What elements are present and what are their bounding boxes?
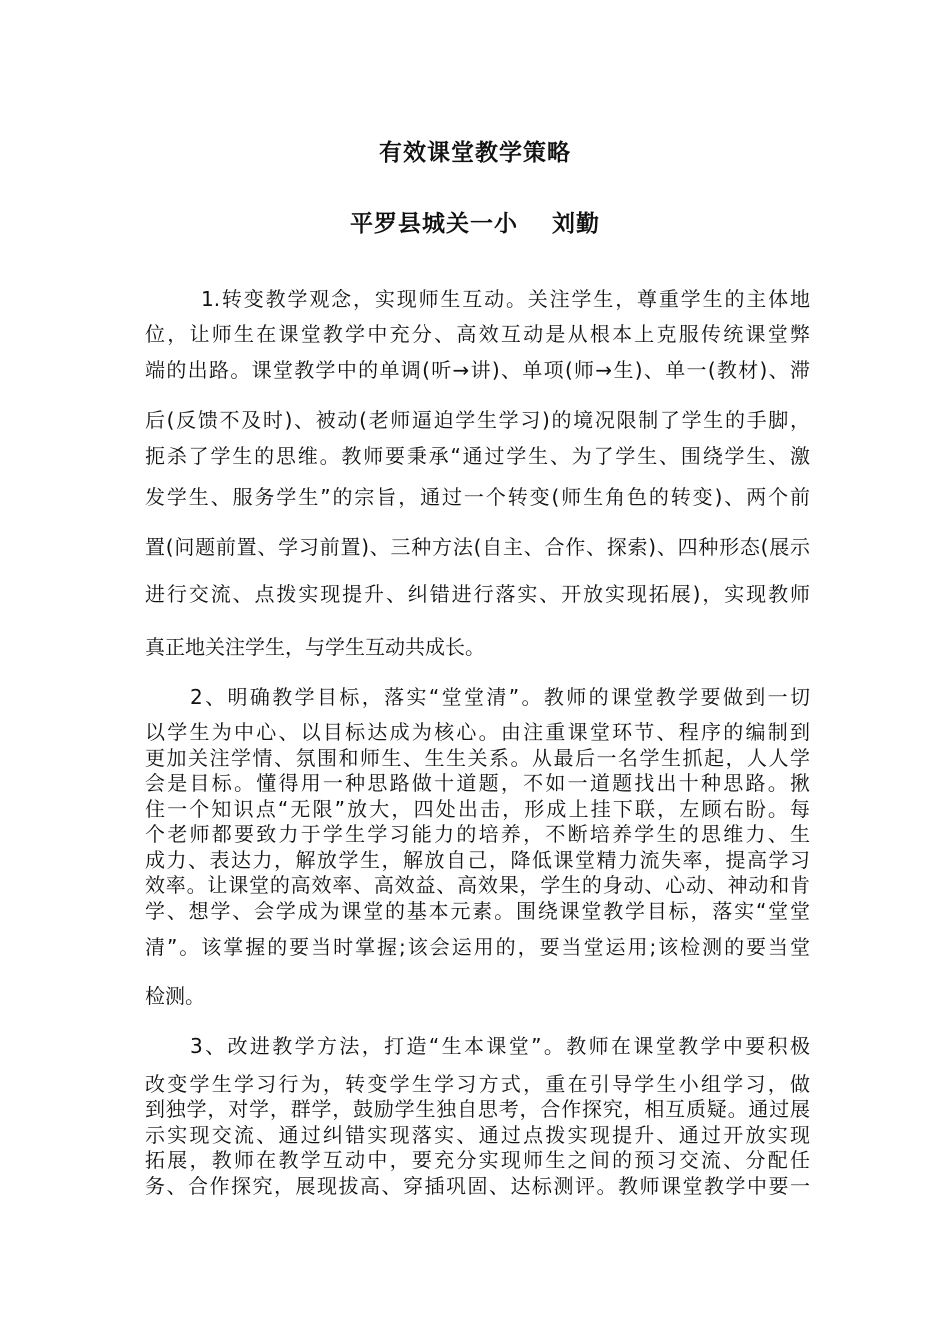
paragraph-line: 成力、表达力，解放学生，解放自己，降低课堂精力流失率，提高学习 [145,848,810,872]
paragraph-line: 效率。让课堂的高效率、高效益、高效果，学生的身动、心动、神动和肯 [145,873,810,897]
paragraph-line: 位，让师生在课堂教学中充分、高效互动是从根本上克服传统课堂弊 [145,322,810,346]
paragraph-line: 更加关注学情、氛围和师生、生生关系。从最后一名学生抓起，人人学 [145,746,810,770]
paragraph-line: 拓展，教师在教学互动中，要充分实现师生之间的预习交流、分配任 [145,1148,810,1172]
paragraph-line: 1.转变教学观念，实现师生互动。关注学生，尊重学生的主体地 [201,287,810,311]
paragraph-line: 扼杀了学生的思维。教师要秉承“通过学生、为了学生、围绕学生、激 [145,444,810,468]
paragraph-line: 个老师都要致力于学生学习能力的培养，不断培养学生的思维力、生 [145,822,810,846]
paragraph-line: 学、想学、会学成为课堂的基本元素。围绕课堂教学目标，落实“堂堂 [145,899,810,923]
author-name: 刘勤 [552,211,600,237]
author-school: 平罗县城关一小 [350,211,518,237]
paragraph-line: 3、改进教学方法，打造“生本课堂”。教师在课堂教学中要积极 [190,1034,810,1058]
paragraph-line: 住一个知识点“无限”放大，四处出击，形成上挂下联，左顾右盼。每 [145,797,810,821]
paragraph-line: 发学生、服务学生”的宗旨，通过一个转变(师生角色的转变)、两个前 [145,485,810,509]
document-author [0,205,950,238]
paragraph-line: 置(问题前置、学习前置)、三种方法(自主、合作、探索)、四种形态(展示 [145,535,810,559]
paragraph-line: 示实现交流、通过纠错实现落实、通过点拨实现提升、通过开放实现 [145,1123,810,1147]
paragraph-line: 到独学，对学，群学，鼓励学生独自思考，合作探究，相互质疑。通过展 [145,1097,810,1121]
paragraph-line: 改变学生学习行为，转变学生学习方式，重在引导学生小组学习，做 [145,1072,810,1096]
paragraph-line: 检测。 [145,984,205,1008]
document-title: 有效课堂教学策略 [379,140,571,166]
paragraph-line: 务、合作探究，展现拔高、穿插巩固、达标测评。教师课堂教学中要一 [145,1174,810,1198]
paragraph-line: 真正地关注学生，与学生互动共成长。 [145,635,485,659]
paragraph-line: 清”。该掌握的要当时掌握;该会运用的，要当堂运用;该检测的要当堂 [145,935,810,959]
paragraph-line: 以学生为中心、以目标达成为核心。由注重课堂环节、程序的编制到 [145,720,810,744]
paragraph-line: 后(反馈不及时)、被动(老师逼迫学生学习)的境况限制了学生的手脚， [145,408,810,432]
paragraph-line: 2、明确教学目标，落实“堂堂清”。教师的课堂教学要做到一切 [190,685,810,709]
paragraph-line: 端的出路。课堂教学中的单调(听→讲)、单项(师→生)、单一(教材)、滞 [145,358,810,382]
paragraph-line: 进行交流、点拨实现提升、纠错进行落实、开放实现拓展)，实现教师 [145,582,810,606]
paragraph-line: 会是目标。懂得用一种思路做十道题，不如一道题找出十种思路。揪 [145,771,810,795]
